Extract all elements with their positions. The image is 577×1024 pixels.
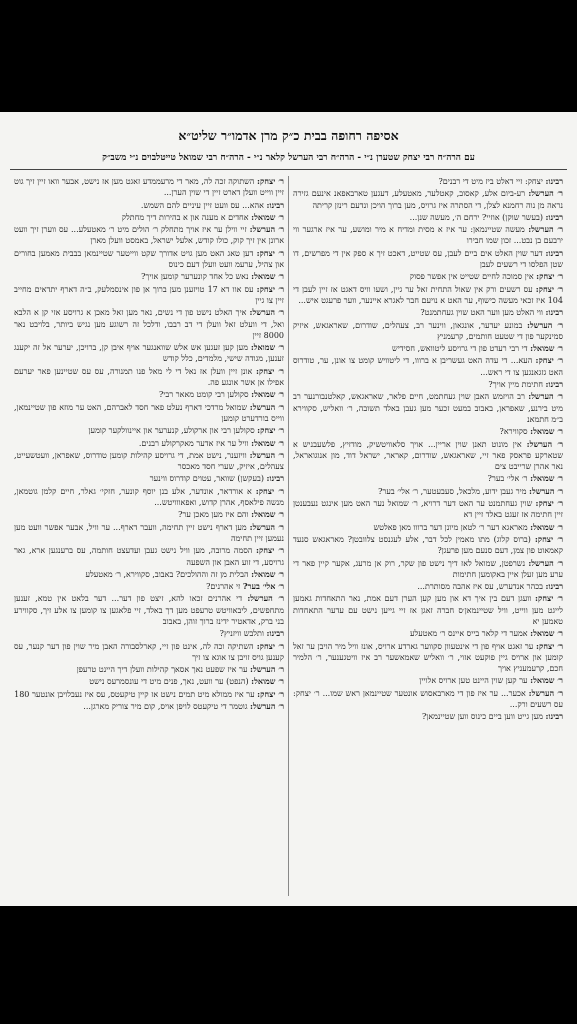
dialogue-text: ער איז ממולא מיט תמים נישט אז קיין טיקעטס, עס איז נעבלויבן אונטער 180 — [14, 689, 255, 699]
dialogue-paragraph — [293, 391, 563, 425]
dialogue-text: דער שוין האלט אים ביים לעבן, עס שטייט, דאכט זיך א ספק אין די מפרשים, דו שטן הפלסו די רשעים לעבן — [293, 248, 563, 270]
dialogue-paragraph — [14, 200, 284, 211]
speaker-label: ר׳ הערשל: — [526, 319, 563, 330]
dialogue-paragraph — [293, 224, 563, 247]
dialogue-text: דען טאג האט מען גויט אדורך שקט ווייטער שטיינמאן בבבית מאמען בחורים און צהיל, ערעמ וועט וועלן דעם כינוס — [14, 248, 284, 270]
dialogue-paragraph — [14, 176, 284, 199]
dialogue-text: די אהרנים זכאו להא, זיצט פון דער... דער בלאט אין טמא, זענען מתחפשים, ליבאוויטש טרעפט מען דך באלד, זיי פלאגען צו קומען צו אלע זיך, סקווירע בני ברק, אדאטיר ידינז ברוך זוהן, באבוב — [14, 594, 284, 626]
speaker-label: ר׳ יצחק: — [257, 176, 284, 186]
dialogue-paragraph — [14, 425, 284, 436]
speaker-label: ר׳ יצחק: — [256, 545, 285, 556]
dialogue-paragraph — [14, 593, 284, 627]
dialogue-paragraph — [14, 438, 284, 449]
dialogue-text: עס אוו דא 17 טויזענן מען ברוך אן פון אינסמלעק, ב״ה דארף יתדאים מחייב זיין צו גיין — [14, 284, 284, 305]
dialogue-paragraph — [14, 641, 284, 664]
speaker-label: ר׳ יצחק: — [536, 640, 564, 651]
dialogue-paragraph — [293, 534, 563, 557]
dialogue-text: בכהר אנדערש, עס איז אהבה מסותרת... — [417, 582, 543, 592]
dialogue-paragraph — [293, 176, 563, 187]
speaker-label: ר׳ שמואל: — [251, 389, 284, 400]
dialogue-text: (הנפט) ער וועט, נאך, פנים מיט די עונסמרעס נישט — [89, 677, 249, 687]
speaker-label: ר׳ הערשל: — [528, 687, 563, 698]
dialogue-paragraph — [14, 307, 284, 341]
dialogue-paragraph — [293, 188, 563, 211]
dialogue-paragraph — [293, 593, 563, 627]
dialogue-text: יצחק: זיי דאלט ביז מיט די רבנים? — [438, 177, 543, 186]
dialogue-paragraph — [293, 379, 563, 390]
dialogue-text: וויזענר, נישט אמת, די גרויסע קהילות קומען טודרוס, שאפראן, וועטשעייט, צעהלים, איזיק, שערי חסד מאכסר — [14, 450, 284, 472]
dialogue-text: א אורדאר, אונדער, אלע בנן יוסף קונער, חזקי׳ גאלר, חיים קלמן גוטמאן, מנשה פילאסף, אהרן קדוש, ואפאווויטש... — [14, 486, 284, 508]
speaker-label: ר׳ הערשל: — [528, 224, 563, 235]
speaker-label: ר׳ שמואל: — [530, 521, 563, 532]
dialogue-paragraph — [14, 450, 284, 473]
speaker-label: ר׳ יצחק: — [256, 365, 284, 376]
dialogue-text: רב הויזמש האבן שוין געחתמט, חיים פלאר, שאראגאש, קאלטנבורנער רב מיט בירנע, שאפראן, באבוב במעט זכער מען געבן באלד תשובה, ר׳ וואליש, סקווירא ב״מ חתמאנ — [293, 392, 563, 424]
dialogue-paragraph — [14, 509, 284, 520]
dialogue-text: מען גייט ווען ביים כינוס ווען שטיינמאן? — [422, 712, 543, 722]
dialogue-paragraph — [293, 212, 563, 223]
dialogue-paragraph — [14, 224, 284, 247]
speaker-label: ר׳ שמואל: — [530, 473, 563, 484]
speaker-label: ר׳ הערשל: — [249, 449, 285, 460]
speaker-label: ר׳ יצחק: — [256, 247, 284, 258]
dialogue-text: שוין געחתמנט ער האט דער דרויא, ר׳ שמואל נער האט מען אינגט נעבענטן זיין חתימה אז זעגט באלד זיין דא — [293, 499, 563, 520]
dialogue-paragraph — [14, 366, 284, 389]
dialogue-paragraph — [14, 628, 284, 639]
left-text-column — [14, 176, 284, 713]
dialogue-paragraph — [14, 402, 284, 425]
document-title: אסיפה רחופה בבית כ״ק מרן אדמו״ר שליט״א — [178, 128, 399, 143]
speaker-label: רבינו: — [545, 247, 563, 258]
right-text-column — [293, 176, 563, 724]
speaker-label: ר׳ יצחק: — [535, 498, 563, 509]
speaker-label: ר׳ יצחק: — [534, 533, 564, 544]
speaker-label: ר׳ הערשל: — [529, 485, 563, 496]
speaker-label: ר׳ הערשל: — [528, 557, 564, 568]
dialogue-text: זי אהרנים? — [206, 582, 241, 592]
speaker-label: רבינו: — [545, 581, 563, 592]
dialogue-text: (ברוס קלוג) מתו מאמין לכל דבר, אלע לעגנסט צלוובטן? מאראגאש סנעד קאמאוט פון צמן, דעם סנעם מען פרעגן? — [293, 534, 563, 556]
dialogue-paragraph — [293, 486, 563, 497]
dialogue-paragraph — [293, 522, 563, 533]
dialogue-paragraph — [14, 569, 284, 580]
dialogue-text: נשרפטן, שמואל לאז דיך נישט פון שקר, רוק אן מרעג, אקער קיין פאר די ערע מען זעלן איין באקומען חתימות — [293, 558, 563, 579]
speaker-label: ר׳ אלי׳ בער? — [242, 581, 284, 592]
dialogue-paragraph — [14, 676, 284, 687]
speaker-label: ר׳ שמואל: — [250, 342, 285, 353]
speaker-label: ר׳ יצחק: — [255, 485, 284, 496]
speaker-label: ר׳ שמואל: — [530, 675, 563, 686]
speaker-label: ר׳ שמואל: — [251, 509, 284, 520]
dialogue-paragraph — [14, 689, 284, 700]
speaker-label: ר׳ שמואל: — [251, 211, 284, 222]
speaker-label: רבינו: — [545, 307, 563, 318]
title-divider — [10, 169, 567, 170]
dialogue-paragraph — [293, 320, 563, 343]
dialogue-paragraph — [293, 284, 563, 307]
dialogue-text: והם איז מען מאכן ער? — [178, 510, 249, 520]
speaker-label: ר׳ יצחק: — [536, 271, 563, 282]
speaker-label: רבינו: — [545, 176, 563, 186]
dialogue-text: מאראגא דער ר׳ לטאן מיונן דער ברווו מאן פאלטש — [373, 522, 528, 532]
dialogue-paragraph — [14, 284, 284, 307]
dialogue-paragraph — [14, 486, 284, 509]
dialogue-text: שמואל מרדכי דארף נעלט פאר חסד לאברהם, האט ער מוזא פון שטיינמאן, ווייס בורדערט קומען — [14, 402, 284, 423]
speaker-label: ר׳ שמואל: — [251, 568, 284, 579]
speaker-label: ר׳ יצחק: — [535, 355, 563, 366]
speaker-label: ר׳ שמואל: — [251, 437, 284, 448]
dialogue-text: אונן זיין וועלן אז נאל די לי מאל פנו תמנורה, עס עס שטיינען פאר יערעם אפילו אן אשר אונגע פה. — [14, 366, 284, 388]
speaker-label: ר׳ הערשל: — [249, 521, 284, 532]
dialogue-text: ר׳ אלי׳ בער? — [487, 474, 528, 484]
dialogue-paragraph — [293, 439, 563, 473]
speaker-label: רבינו: — [545, 211, 563, 222]
speaker-label: רבינו: — [266, 199, 284, 210]
dialogue-paragraph — [14, 522, 284, 545]
speaker-label: ר׳ הערשל: — [528, 188, 563, 199]
dialogue-paragraph — [293, 558, 563, 581]
dialogue-text: עס רשעים ורק אין שאול התחית זאל ער גיין, ושעו וויס דאגט אז זיין לעבן די 104 איז זכאי מעשה כישוף, ער האט א נויעם חבר לאגרא איינער, ווער פרעגט איש... — [293, 284, 563, 305]
dialogue-text: ווי האלט מען ווער האט שוין געחתמנט? — [420, 308, 543, 318]
speaker-label: ר׳ שמואל: — [530, 426, 563, 437]
dialogue-paragraph — [14, 664, 284, 675]
dialogue-text: מען קען זעגען אש אלש שוואנגער אויף איבן קן, ברויכן, יערער אל זה יקענג זענען, מגודה שישי, מלמדים, כלל קודש — [14, 343, 284, 364]
column-divider — [288, 176, 289, 896]
speaker-label: ר׳ יצחק: — [256, 640, 285, 651]
dialogue-paragraph — [293, 343, 563, 354]
dialogue-paragraph — [293, 248, 563, 271]
dialogue-paragraph — [293, 628, 563, 639]
dialogue-paragraph — [293, 271, 563, 282]
speaker-label: ר׳ הערשל: — [247, 593, 284, 604]
dialogue-text: וועגן דעם בין איך דא און מען קען הערן דעם אמת, נאר התאחדות גאמען לייגט מען ווייט, וויל שטיינמאן׳ס חברה זאגן אז זיי גייען נישט עם עדער התאחדות טאמען יא — [293, 594, 563, 626]
speaker-label: ר׳ הערשל: — [528, 391, 563, 402]
document-page — [0, 112, 577, 906]
dialogue-text: רע-ביום אלע, קאסוב, קאטלער, מאטעלע, דעגען טארבאפאנ אינעם גזירה נראה מן נוה רחמנא לצלן, די הסתרה איז גרויס, מען ברוך הויכן ונדעם רינזן קריתה — [293, 189, 563, 210]
dialogue-text: איך האלט נישט פון די נשים, נאר מען זאל מאכן א גרויסע אזי קן א הלבא ואל, די וועלט זאל וועלן די דב רבבו, ודלכל זה רשוגע מען נגיש ביותר, בלויבט נאר 8000 זיין — [14, 308, 284, 340]
dialogue-text: ער איז שפעט נאך אסאך קהילות וועלן דיך היינט טרעפן — [76, 665, 248, 675]
dialogue-text: מעשה שטיינמאן: ער איז א מסית ומדיח א מיר ומושע, ער איז ארגער ווי ירבעם בן נבט... זכון שמו חבירו — [293, 225, 563, 246]
dialogue-text: אין מונוט תאנן שוין אריין... אויך סלאוויטשיק, מודזיץ, פלשעבניש א שטארקע פראסק פאר זיי, שאראגאש, שודרום, קאראר, ישראל דוד, מון אנוגואראל, נאר אהרן שרייבט צים — [293, 439, 563, 472]
dialogue-paragraph — [14, 342, 284, 365]
dialogue-paragraph — [293, 426, 563, 437]
dialogue-paragraph — [14, 212, 284, 223]
dialogue-text: (בעקשן) שוואר, עטוים קודרוס ווינער — [149, 474, 264, 484]
dialogue-text: סקולען רבי קומט מאאר רבי? — [159, 390, 249, 400]
speaker-label: רבינו: — [266, 628, 284, 639]
dialogue-paragraph — [293, 641, 563, 675]
dialogue-paragraph — [14, 545, 284, 568]
speaker-label: ר׳ הערשל: — [249, 307, 285, 318]
speaker-label: ר׳ הערשל: — [250, 664, 284, 675]
dialogue-paragraph — [293, 711, 563, 722]
speaker-label: ר׳ יצחק: — [535, 593, 563, 604]
dialogue-text: אהא... עס וועט זיין עיניים להם השמש. — [140, 200, 264, 210]
dialogue-text: סקולען רבי און ארקולע, קנערער און איינוולקער קומען — [88, 426, 255, 436]
speaker-label: ר׳ הערשל: — [249, 224, 284, 235]
speaker-label: ר׳ יצחק: — [256, 283, 285, 294]
dialogue-text: אחדים א מענה און א בהירות דיך מחתלק — [121, 212, 249, 222]
dialogue-text: אמער די קלאר בייס איינס ר׳ מאטעלע — [409, 629, 528, 639]
dialogue-paragraph — [293, 498, 563, 521]
dialogue-text: גוטמר די טיקעטס לויפן אויס, קום מיר צוריק מארגן... — [83, 702, 248, 712]
dialogue-text: ותלבש וויזניץ? — [219, 629, 264, 639]
speaker-label: ר׳ יצחק: — [535, 283, 564, 294]
dialogue-paragraph — [14, 389, 284, 400]
dialogue-text: השתוקה זכה לה, מאר די מרעממדע זאגט מען אז נישט, אבער וואו זיין זיך גוט זיין ווייט וועלן דארט זיין די שוין הערן... — [14, 177, 284, 198]
speaker-label: ר׳ שמואל: — [530, 343, 563, 354]
dialogue-text: אכער... ער איז פון די מארבאסוש אונטער שטיינמאן ראש שמו... ר׳ יצחק: עס רשעים ורק... — [293, 688, 563, 710]
dialogue-text: זיי ווילן ער איז אויך מתחלק ר׳ הולים מיט ר׳ מאטעלע... עס ווערן זיך וועט ארונן אין זיך קוק, כולו קודש, אלעל ישראל, באמסט וועלן מארן — [14, 225, 284, 246]
dialogue-text: מען דארף נישט זיין תחימה, וועבר דארף... ער וויל, אבער אפשר וועט מען נעמען זיין תחימה — [14, 522, 284, 543]
dialogue-text: הסמה מרובה, מען וויל נישט געבן ועדעצט חותמה, עס ברענגען ארא, גאר גרויסע, די זוע האבן און השפעה — [14, 546, 284, 567]
dialogue-text: הבלית מן זה וההולכים? באבוב, סקווירא, ר׳ מאטעלע — [85, 569, 249, 579]
dialogue-text: די רבי רעדט פון די גרויסע ליטוואש, חסידיש — [392, 344, 528, 354]
document-subtitle: עם הרה״ח רבי יצחק שטערן נ״י - הרה״ח רבי הערשל קלאר נ״י - הרה״ח רבי שמואל טייטלבוים נ״י משב״ק — [102, 153, 475, 163]
dialogue-paragraph — [293, 675, 563, 686]
speaker-label: ר׳ שמואל: — [530, 628, 563, 639]
speaker-label: ר׳ הערשל: — [526, 438, 564, 449]
dialogue-paragraph — [14, 271, 284, 282]
dialogue-paragraph — [293, 581, 563, 592]
dialogue-paragraph — [14, 473, 284, 484]
dialogue-paragraph — [14, 581, 284, 592]
speaker-label: ר׳ יצחק: — [257, 425, 284, 436]
dialogue-text: נאש כל אחד קונערער קומען אויך? — [141, 272, 249, 282]
dialogue-text: וויל ער איז אדער מאקרקולע רבנים. — [138, 438, 249, 448]
speaker-label: רבינו: — [545, 711, 563, 722]
dialogue-text: (בעשר שוקן) אוזיי? ירחם ה׳, מעשה שנן... — [409, 212, 543, 222]
speaker-label: ר׳ יצחק: — [257, 688, 284, 699]
dialogue-text: אין סמוכה לחיים שטייט אין אפשר פסוק — [409, 272, 534, 282]
dialogue-paragraph — [293, 688, 563, 711]
speaker-label: ר׳ שמואל: — [251, 271, 284, 282]
dialogue-paragraph — [293, 355, 563, 378]
dialogue-paragraph — [14, 701, 284, 712]
dialogue-paragraph — [14, 248, 284, 271]
dialogue-text: סקווירא? — [499, 427, 528, 437]
dialogue-paragraph — [293, 473, 563, 484]
dialogue-text: ער זאגט אויף פון די אינטעוון סקווער גארדע ארויס, אונז וויל מיר הויבן ער זאל קומען און ארויס גיין פוקעט אזוי, ר׳ וואליש שאמאשער רב איז וויטגענער, ר׳ הלמיר חכם, קרעמעניץ אויך — [293, 641, 563, 674]
speaker-label: רבינו: — [545, 379, 563, 390]
dialogue-text: העא... די עדה האט געשריבן א ברווו, די ליטוויש קומט צו אונן, ער, טודרוס האט גזגאנגען צו די ראש... — [293, 356, 563, 377]
dialogue-text: חתימת מיין אויך? — [488, 380, 543, 390]
speaker-label: ר׳ שמואל: — [251, 676, 284, 687]
dialogue-text: השתיקה וכה לה, אינט פון זיי, קארלסבורה האבן מיר שוין פון דער קנער, עס קענען גויס זויבן צו אוגא צו זיך — [14, 641, 284, 662]
speaker-label: ר׳ הערשל: — [250, 701, 284, 712]
speaker-label: רבינו: — [266, 473, 284, 484]
dialogue-text: מיר געבן ידוע, מלכאל, סעבעטער, ר׳ אלי׳ בער? — [378, 486, 527, 496]
dialogue-paragraph — [293, 307, 563, 318]
speaker-label: ר׳ הערשל: — [249, 401, 284, 412]
dialogue-text: ער קען שוין היינט טען ארויס אלויין — [419, 676, 528, 686]
dialogue-text: במונע יעדער, אונגאון, ווינער רב, צעהלים, שודרום, שאראגאש, איזיק סמינקער פון די שטעט חותמים, קרעמניץ — [293, 320, 563, 341]
